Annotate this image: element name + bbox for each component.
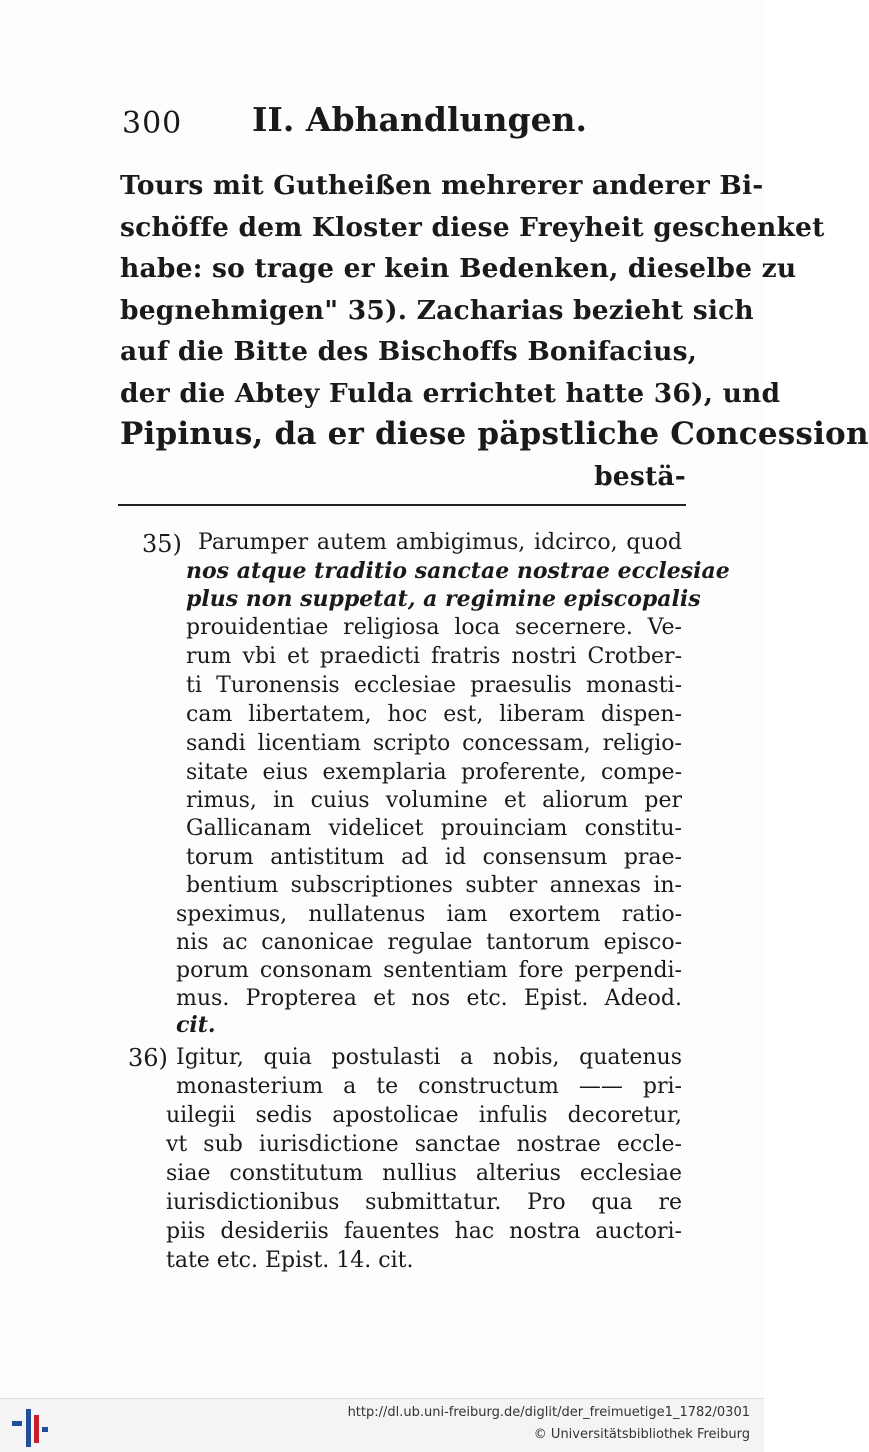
main-text-line: Pipinus, da er diese päpstliche Concession: [120, 416, 869, 452]
footnote-line: rimus, in cuius volumine et aliorum per: [186, 788, 682, 813]
viewer-footer: [0, 1398, 764, 1452]
footnote-line: mus. Propterea et nos etc. Epist. Adeod.: [176, 986, 682, 1011]
main-text-block: [120, 165, 869, 497]
footnote-line: rum vbi et praedicti fratris nostri Crotber-: [186, 644, 682, 669]
footnote-line: vt sub iurisdictione sanctae nostrae eccle-: [166, 1132, 682, 1157]
footnote-line: tate etc. Epist. 14. cit.: [166, 1248, 414, 1273]
footnote-line: Gallicanam videlicet prouinciam constitu-: [186, 816, 682, 841]
footnote-line: nis ac canonicae regulae tantorum episco-: [176, 930, 682, 955]
page-header: [122, 100, 682, 144]
footnote-line: iurisdictionibus submittatur. Pro qua re: [166, 1190, 682, 1215]
catchword: bestä-: [594, 460, 686, 492]
footnote-number: 35): [142, 530, 182, 558]
footnote-number: 36): [128, 1044, 168, 1072]
main-text-line: auf die Bitte des Bischoffs Bonifacius,: [120, 336, 698, 367]
footnote-line: porum consonam sententiam fore perpendi-: [176, 958, 682, 983]
footnote-line: plus non suppetat, a regimine episcopalis: [186, 586, 701, 612]
footnote-line: speximus, nullatenus iam exortem ratio-: [176, 902, 682, 927]
footnote-line: torum antistitum ad id consensum prae-: [186, 845, 682, 870]
footnote-separator-rule: [118, 504, 686, 506]
footnote-line: bentium subscriptiones subter annexas in-: [186, 873, 682, 898]
footnote-line: siae constitutum nullius alterius ecclesiae: [166, 1161, 682, 1186]
main-text-line: Tours mit Gutheißen mehrerer anderer Bi-: [120, 170, 764, 201]
ub-freiburg-logo: [10, 1407, 50, 1447]
footnote-line: sandi licentiam scripto concessam, religio-: [186, 731, 682, 756]
copyright-notice: © Universitätsbibliothek Freiburg: [533, 1427, 750, 1442]
footnote-line: uilegii sedis apostolicae infulis decoretur,: [166, 1103, 682, 1128]
footnote-line: sitate eius exemplaria proferente, compe-: [186, 760, 682, 785]
main-text-line: schöffe dem Kloster diese Freyheit geschenket: [120, 211, 825, 243]
footnote-line: monasterium a te constructum —— pri-: [176, 1074, 682, 1099]
main-text-line: begnehmigen" 35). Zacharias bezieht sich: [120, 294, 754, 326]
footnote-line: cam libertatem, hoc est, liberam dispen-: [186, 702, 682, 727]
footnote-line: ti Turonensis ecclesiae praesulis monasti-: [186, 673, 682, 698]
main-text-line: der die Abtey Fulda errichtet hatte 36), und: [120, 377, 781, 409]
footnote-line: nos atque traditio sanctae nostrae ecclesiae: [186, 558, 730, 584]
main-text-line: habe: so trage er kein Bedenken, dieselbe zu: [120, 253, 797, 284]
running-head: II. Abhandlungen.: [252, 100, 588, 139]
footnote-line: prouidentiae religiosa loca secernere. Ve-: [186, 615, 682, 640]
footnote-line: Igitur, quia postulasti a nobis, quatenus: [176, 1045, 682, 1070]
page-number: 300: [122, 106, 183, 141]
footnote-line: piis desideriis fauentes hac nostra auctori-: [166, 1219, 682, 1244]
source-url-link[interactable]: http://dl.ub.uni-freiburg.de/diglit/der_freimuetige1_1782/0301: [347, 1405, 750, 1420]
footnote-line: Parumper autem ambigimus, idcirco, quod: [198, 530, 682, 555]
footnote-line: cit.: [176, 1012, 216, 1038]
